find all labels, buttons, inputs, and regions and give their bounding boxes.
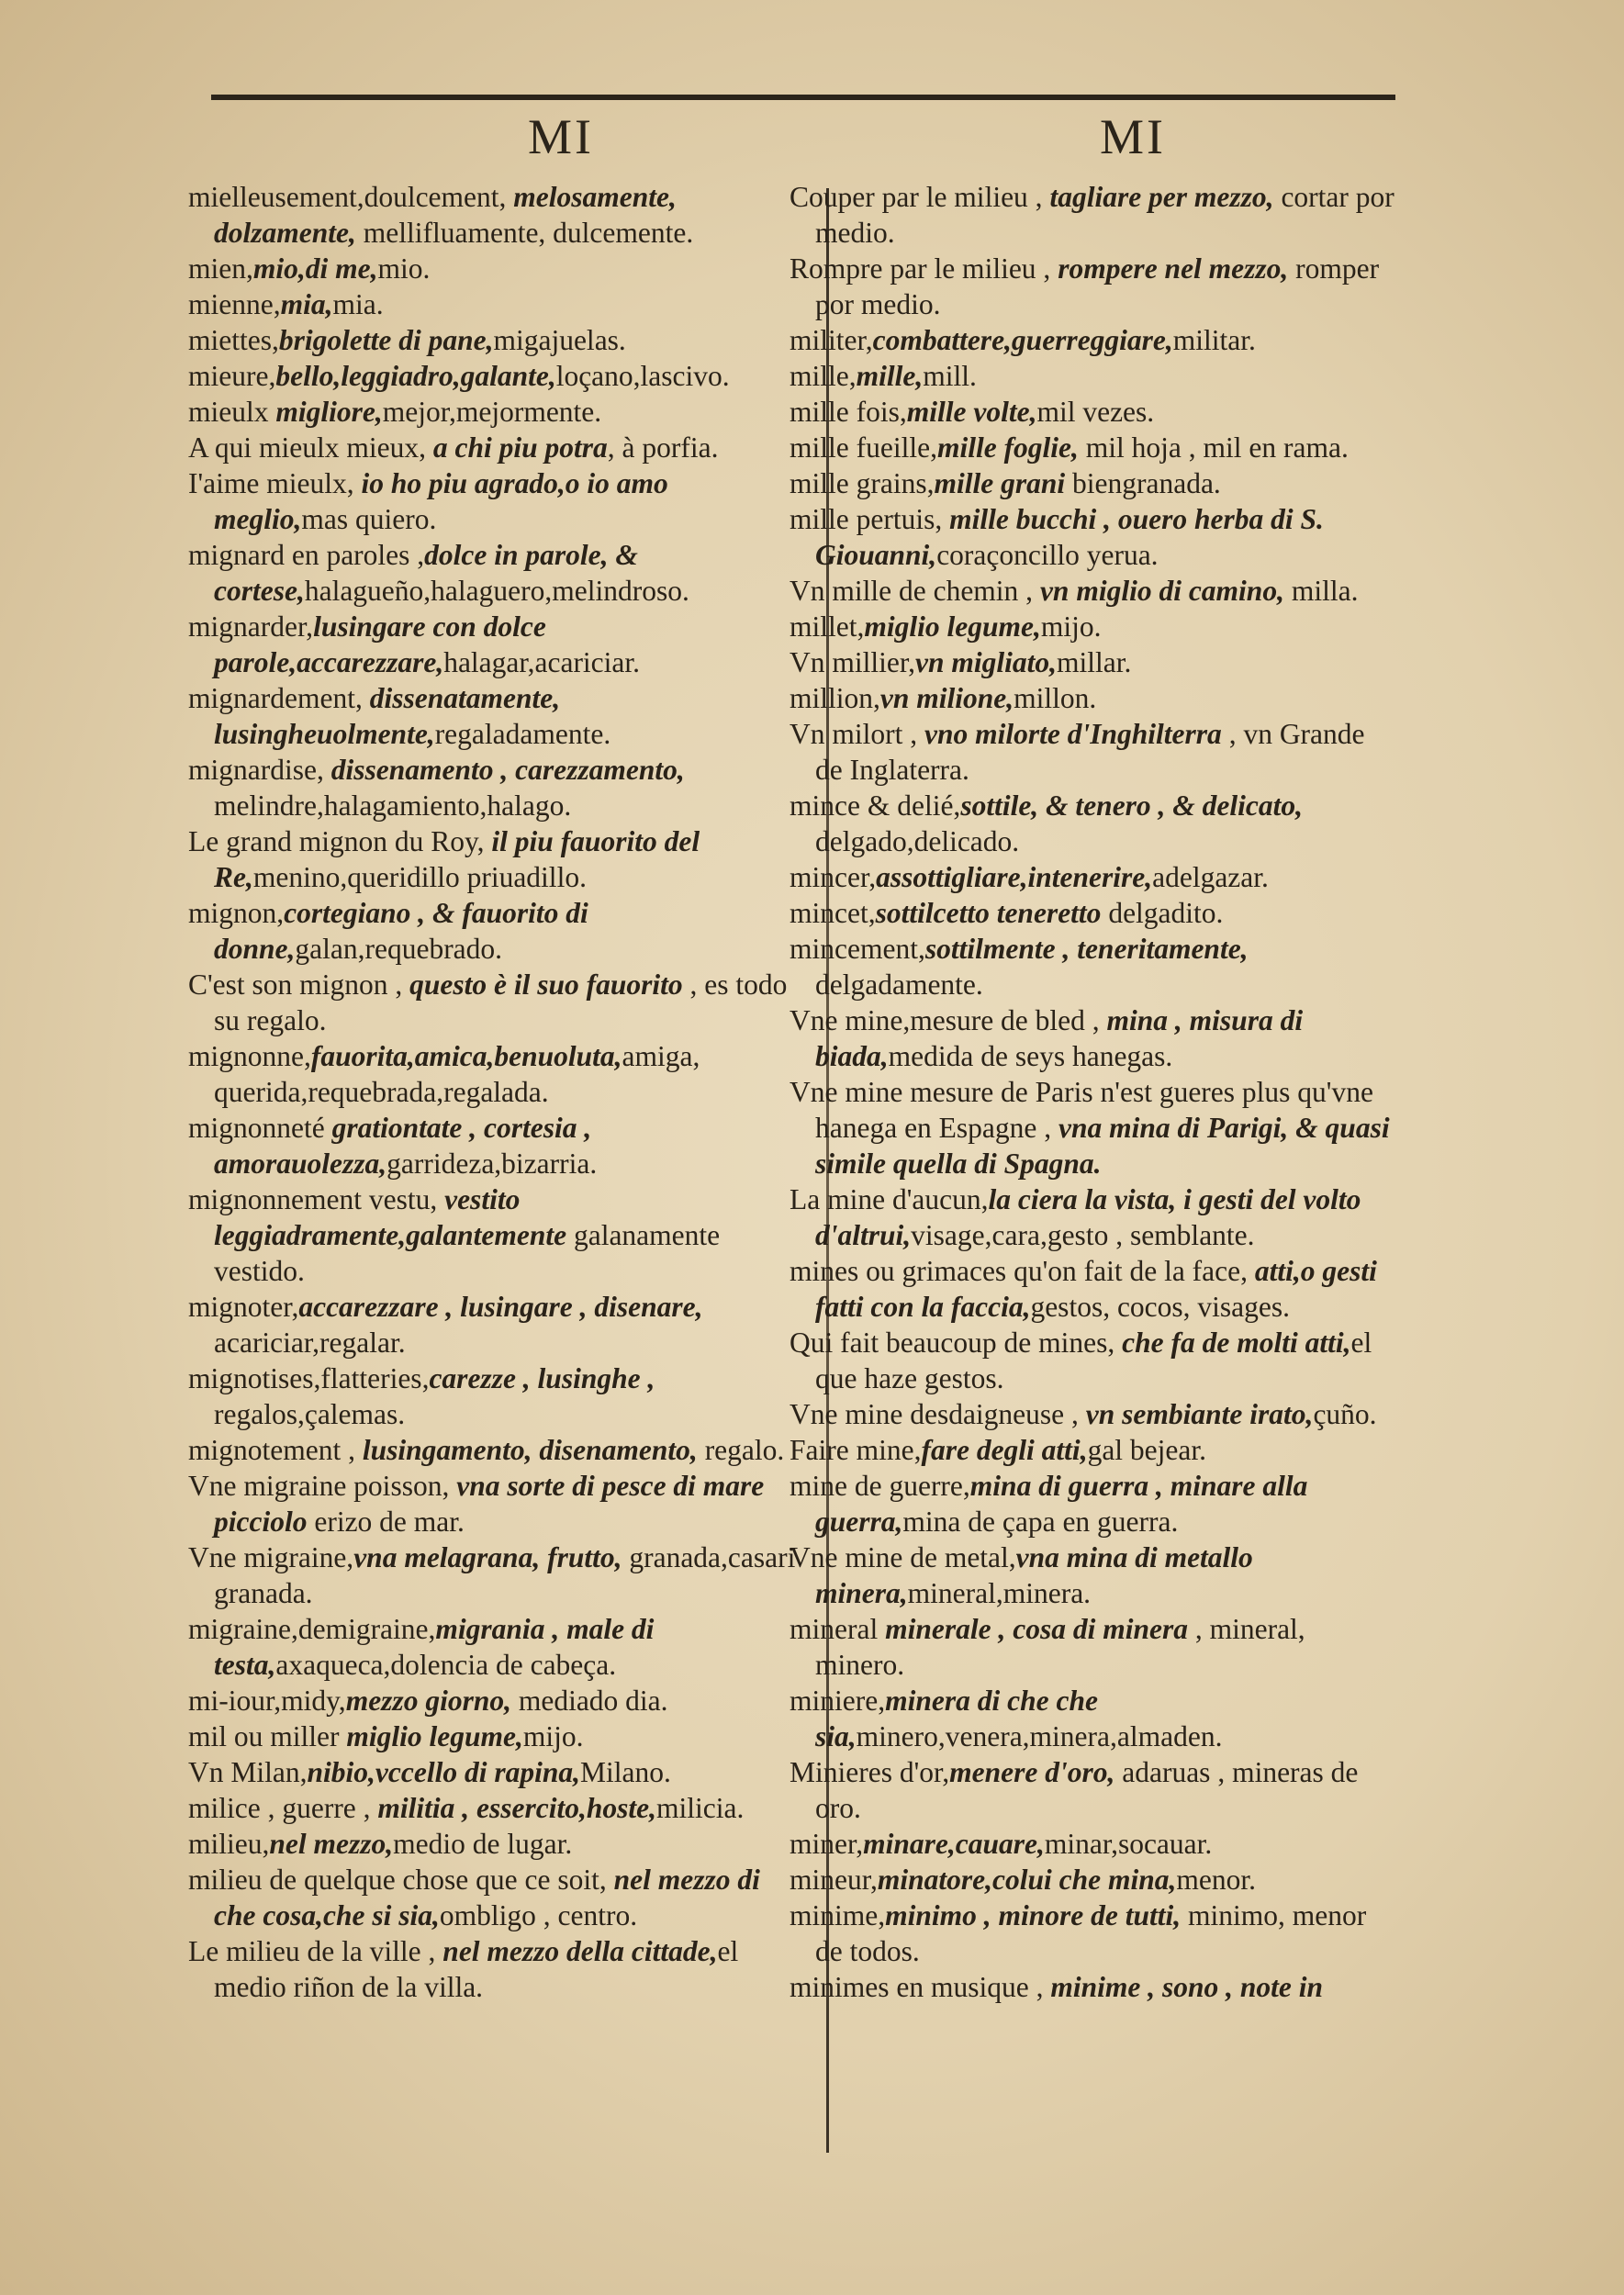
dictionary-entry <box>790 895 1395 931</box>
dictionary-entry <box>790 1074 1395 1181</box>
entry-italian: lusingamento, disenamento, <box>362 1434 698 1466</box>
entry-french: mignotises,flatteries, <box>188 1362 430 1394</box>
entry-italian: miglio legume, <box>346 1720 523 1752</box>
dictionary-entry <box>188 967 803 1038</box>
entry-french: mille, <box>790 360 857 392</box>
entry-italian: minimo , minore de tutti, <box>885 1899 1182 1931</box>
entry-italian: vn sembiante irato, <box>1085 1398 1314 1430</box>
entry-spanish: adaruas , mineras de oro. <box>815 1756 1359 1824</box>
entry-italian: dissenamento , carezzamento, <box>330 754 685 786</box>
entry-spanish: acariciar,regalar. <box>214 1327 406 1359</box>
entry-spanish: minero,venera,minera,almaden. <box>856 1720 1223 1752</box>
entry-french: mille fueille, <box>790 431 937 464</box>
dictionary-entry <box>188 1683 803 1718</box>
entry-spanish: mellifluamente, dulcemente. <box>355 217 694 249</box>
dictionary-entry <box>790 394 1395 430</box>
dictionary-entry <box>790 1898 1395 1969</box>
dictionary-entry <box>790 788 1395 859</box>
entry-spanish: milicia. <box>656 1792 745 1824</box>
entry-spanish: granada,casari granada. <box>214 1541 796 1609</box>
entry-spanish: halagueño,halaguero,melindroso. <box>304 575 689 607</box>
dictionary-entry <box>188 1826 803 1862</box>
entry-spanish: , mineral, minero. <box>815 1613 1305 1681</box>
entry-french: Vne mine de metal, <box>790 1541 1016 1573</box>
entry-french: C'est son mignon , <box>188 968 410 1001</box>
entry-italian: vna melagrana, frutto, <box>353 1541 622 1573</box>
entry-french: mineur, <box>790 1864 878 1896</box>
dictionary-entry <box>188 895 803 967</box>
entry-french: mince & delié, <box>790 789 961 822</box>
entry-french: mignoter, <box>188 1291 299 1323</box>
entry-french: I'aime mieulx, <box>188 467 362 499</box>
entry-italian: mille foglie, <box>936 431 1079 464</box>
entry-spanish: melindre,halagamiento,halago. <box>214 789 572 822</box>
entry-italian: mille bucchi , ouero herba di S. Giouanni, <box>815 503 1324 571</box>
entry-french: mignardise, <box>188 754 331 786</box>
entry-spanish: romper por medio. <box>815 252 1380 320</box>
dictionary-entry <box>188 465 803 537</box>
dictionary-entry <box>188 1110 803 1181</box>
entry-french: mignarder, <box>188 610 314 643</box>
entry-spanish: el medio riñon de la villa. <box>214 1935 739 2003</box>
dictionary-entry <box>188 1289 803 1360</box>
entry-french: milice , guerre , <box>188 1792 378 1824</box>
right-column <box>790 179 1395 2144</box>
dictionary-entry <box>790 1325 1395 1396</box>
entry-italian: dolce in parole, & cortese, <box>214 539 638 607</box>
entry-italian: vn milione, <box>879 682 1014 714</box>
entry-french: mignard en paroles , <box>188 539 425 571</box>
entry-italian: militia , essercito,hoste, <box>377 1792 657 1824</box>
entry-french: Vne mine,mesure de bled , <box>790 1004 1107 1036</box>
entry-french: million, <box>790 682 880 714</box>
dictionary-entry <box>188 394 803 430</box>
entry-italian: brigolette di pane, <box>278 324 494 356</box>
dictionary-entry <box>188 1181 803 1289</box>
entry-spanish: mil vezes. <box>1036 396 1155 428</box>
entry-italian: minerale , cosa di minera <box>885 1613 1188 1645</box>
entry-spanish: Milano. <box>579 1756 671 1788</box>
entry-italian: atti,o gesti fatti con la faccia, <box>815 1255 1377 1323</box>
entry-french: mignardement, <box>188 682 370 714</box>
entry-spanish: mill. <box>923 360 977 392</box>
entry-italian: rompere nel mezzo, <box>1058 252 1289 285</box>
entry-italian: mille volte, <box>906 396 1037 428</box>
dictionary-entry <box>188 537 803 609</box>
entry-spanish: delgadamente. <box>815 968 983 1001</box>
entry-spanish: militar. <box>1172 324 1256 356</box>
dictionary-entry <box>188 1432 803 1468</box>
dictionary-entry <box>188 251 803 286</box>
dictionary-entry <box>790 1862 1395 1898</box>
entry-french: Vn mille de chemin , <box>790 575 1040 607</box>
dictionary-entry <box>790 680 1395 716</box>
entry-french: mignotement , <box>188 1434 363 1466</box>
header-rule <box>211 95 1395 100</box>
entry-italian: vn migliato, <box>914 646 1057 678</box>
entry-french: minimes en musique , <box>790 1971 1051 2003</box>
entry-spanish: mas quiero. <box>301 503 437 535</box>
dictionary-entry <box>188 1718 803 1754</box>
dictionary-entry <box>790 465 1395 501</box>
entry-spanish: regalos,çalemas. <box>214 1398 406 1430</box>
dictionary-entry <box>188 1038 803 1110</box>
dictionary-entry <box>790 609 1395 644</box>
dictionary-entry <box>790 322 1395 358</box>
entry-spanish: cortar por medio. <box>815 181 1394 249</box>
entry-spanish: çuño. <box>1313 1398 1377 1430</box>
entry-french: mien, <box>188 252 253 285</box>
entry-italian: nel mezzo della cittade, <box>442 1935 718 1967</box>
dictionary-entry <box>188 179 803 251</box>
entry-french: miner, <box>790 1828 864 1860</box>
dictionary-entry <box>188 680 803 752</box>
entry-spanish: millon. <box>1014 682 1097 714</box>
dictionary-entry <box>188 1360 803 1432</box>
entry-french: millet, <box>790 610 865 643</box>
entry-french: milieu, <box>188 1828 270 1860</box>
entry-french: Vne migraine poisson, <box>188 1470 457 1502</box>
entry-french: Vn millier, <box>790 646 915 678</box>
entry-french: Vne mine mesure de Paris n'est gueres plus qu'vne hanega en Espagne , <box>790 1076 1373 1144</box>
entry-spanish: mejor,mejormente. <box>382 396 602 428</box>
dictionary-entry <box>790 358 1395 394</box>
dictionary-entry <box>188 1539 803 1611</box>
entry-spanish: milla. <box>1283 575 1359 607</box>
running-head-left: MI <box>528 109 594 164</box>
entry-french: mincer, <box>790 861 877 893</box>
entry-italian: melosamente, dolzamente, <box>214 181 677 249</box>
entry-spanish: erizo de mar. <box>307 1506 465 1538</box>
entry-italian: vna mina di Parigi, & quasi simile quella di Spagna. <box>815 1112 1390 1180</box>
dictionary-entry <box>790 1468 1395 1539</box>
entry-italian: vestito leggiadramente,galantemente <box>214 1183 567 1251</box>
entry-french: mielleusement,doulcement, <box>188 181 514 213</box>
dictionary-entry <box>188 322 803 358</box>
entry-italian: bello,leggiadro,galante, <box>275 360 556 392</box>
entry-spanish: loçano,lascivo. <box>555 360 730 392</box>
entry-french: militer, <box>790 324 873 356</box>
entry-spanish: , à porfia. <box>607 431 719 464</box>
entry-italian: questo è il suo fauorito <box>409 968 683 1001</box>
entry-italian: minare,cauare, <box>863 1828 1045 1860</box>
left-column <box>188 179 803 2144</box>
entry-spanish: amiga, querida,requebrada,regalada. <box>214 1040 700 1108</box>
entry-french: milieu de quelque chose que ce soit, <box>188 1864 614 1896</box>
entry-italian: sottilmente , teneritamente, <box>924 933 1249 965</box>
entry-italian: sottile, & tenero , & delicato, <box>960 789 1304 822</box>
entry-french: miniere, <box>790 1685 886 1717</box>
dictionary-entry <box>790 501 1395 573</box>
entry-spanish: minar,socauar. <box>1044 1828 1213 1860</box>
dictionary-entry <box>188 1790 803 1826</box>
entry-italian: miglio legume, <box>864 610 1041 643</box>
dictionary-entry <box>790 644 1395 680</box>
dictionary-entry <box>790 859 1395 895</box>
entry-spanish: medio de lugar. <box>393 1828 573 1860</box>
entry-french: migraine,demigraine, <box>188 1613 436 1645</box>
entry-italian: nibio,vccello di rapina, <box>307 1756 580 1788</box>
entry-italian: mille, <box>856 360 924 392</box>
entry-spanish: ombligo , centro. <box>439 1899 638 1931</box>
entry-french: mieure, <box>188 360 276 392</box>
entry-italian: mille grani <box>934 467 1066 499</box>
entry-spanish: , es todo su regalo. <box>214 968 788 1036</box>
entry-italian: combattere,guerreggiare, <box>872 324 1173 356</box>
dictionary-entry <box>188 286 803 322</box>
dictionary-entry <box>790 1969 1395 2005</box>
dictionary-entry <box>790 430 1395 465</box>
entry-italian: vna mina di metallo minera, <box>815 1541 1253 1609</box>
entry-italian: minera di che che sia, <box>815 1685 1098 1752</box>
entry-french: mignonnement vestu, <box>188 1183 445 1215</box>
entry-spanish: visage,cara,gesto , semblante. <box>911 1219 1255 1251</box>
entry-french: Vne migraine, <box>188 1541 354 1573</box>
entry-spanish: axaqueca,dolencia de cabeça. <box>275 1649 617 1681</box>
entry-spanish: medida de seys hanegas. <box>888 1040 1173 1072</box>
entry-french: Vne mine desdaigneuse , <box>790 1398 1086 1430</box>
dictionary-entry <box>790 1683 1395 1754</box>
entry-french: mignonne, <box>188 1040 311 1072</box>
entry-french: mignonneté <box>188 1112 332 1144</box>
entry-french: Le milieu de la ville , <box>188 1935 443 1967</box>
entry-french: miettes, <box>188 324 279 356</box>
entry-spanish: millar. <box>1056 646 1132 678</box>
entry-italian: minime , sono , note in <box>1050 1971 1324 2003</box>
entry-french: mille grains, <box>790 467 935 499</box>
entry-italian: fauorita,amica,benuoluta, <box>310 1040 622 1072</box>
entry-spanish: mineral,minera. <box>907 1577 1092 1609</box>
entry-french: A qui mieulx mieux, <box>188 431 433 464</box>
dictionary-entry <box>790 931 1395 1002</box>
dictionary-entry <box>188 1468 803 1539</box>
entry-spanish: halagar,acariciar. <box>443 646 641 678</box>
entry-italian: grationtate , cortesia , amorauolezza, <box>214 1112 592 1180</box>
entry-french: mines ou grimaces qu'on fait de la face, <box>790 1255 1255 1287</box>
entry-french: Couper par le milieu , <box>790 181 1050 213</box>
entry-french: Vn Milan, <box>188 1756 308 1788</box>
dictionary-entry <box>188 358 803 394</box>
entry-spanish: mina de çapa en guerra. <box>902 1506 1179 1538</box>
dictionary-entry <box>790 1826 1395 1862</box>
entry-spanish: delgadito. <box>1101 897 1224 929</box>
entry-french: Le grand mignon du Roy, <box>188 825 492 857</box>
entry-spanish: regaladamente. <box>434 718 611 750</box>
entry-french: mille fois, <box>790 396 907 428</box>
entry-spanish: galan,requebrado. <box>295 933 503 965</box>
dictionary-entry <box>790 1611 1395 1683</box>
dictionary-entry <box>188 430 803 465</box>
entry-italian: mina di guerra , minare alla guerra, <box>815 1470 1308 1538</box>
entry-italian: vno milorte d'Inghilterra <box>924 718 1222 750</box>
entry-spanish: , vn Grande de Inglaterra. <box>815 718 1365 786</box>
entry-french: mieulx <box>188 396 276 428</box>
dictionary-entry <box>790 1002 1395 1074</box>
entry-italian: accarezzare , lusingare , disenare, <box>298 1291 703 1323</box>
entry-french: minime, <box>790 1899 886 1931</box>
entry-italian: migliore, <box>275 396 383 428</box>
dictionary-entry <box>790 716 1395 788</box>
entry-italian: lusingare con dolce parole,accarezzare, <box>214 610 546 678</box>
entry-italian: che fa de molti atti, <box>1122 1327 1351 1359</box>
dictionary-entry <box>188 1862 803 1933</box>
dictionary-entry <box>790 179 1395 251</box>
dictionary-entry <box>790 1253 1395 1325</box>
dictionary-entry <box>790 1181 1395 1253</box>
dictionary-entry <box>188 609 803 680</box>
entry-french: Faire mine, <box>790 1434 922 1466</box>
entry-french: mineral <box>790 1613 886 1645</box>
entry-spanish: gal bejear. <box>1087 1434 1207 1466</box>
entry-spanish: garrideza,bizarria. <box>386 1148 598 1180</box>
entry-spanish: mio. <box>377 252 431 285</box>
entry-italian: fare degli atti, <box>921 1434 1088 1466</box>
entry-spanish: el que haze gestos. <box>815 1327 1372 1394</box>
entry-french: mincement, <box>790 933 925 965</box>
entry-spanish: mia. <box>332 288 384 320</box>
entry-french: mi-iour,midy, <box>188 1685 346 1717</box>
entry-spanish: menor. <box>1176 1864 1256 1896</box>
entry-french: Vn milort , <box>790 718 924 750</box>
entry-spanish: mediado dia. <box>510 1685 668 1717</box>
entry-spanish: galanamente vestido. <box>214 1219 721 1287</box>
entry-spanish: mijo. <box>1040 610 1102 643</box>
dictionary-entry <box>188 823 803 895</box>
entry-italian: mina , misura di biada, <box>815 1004 1304 1072</box>
entry-italian: la ciera la vista, i gesti del volto d'altrui, <box>815 1183 1361 1251</box>
entry-italian: menere d'oro, <box>949 1756 1115 1788</box>
entry-italian: mia, <box>280 288 333 320</box>
entry-french: mincet, <box>790 897 876 929</box>
entry-italian: nel mezzo, <box>269 1828 394 1860</box>
entry-french: Minieres d'or, <box>790 1756 950 1788</box>
entry-italian: mio,di me, <box>252 252 378 285</box>
entry-spanish: mijo. <box>522 1720 584 1752</box>
entry-french: mil ou miller <box>188 1720 347 1752</box>
entry-italian: vn miglio di camino, <box>1039 575 1284 607</box>
entry-spanish: regalo. <box>697 1434 785 1466</box>
dictionary-entry <box>188 1933 803 2005</box>
entry-italian: carezze , lusinghe , <box>429 1362 655 1394</box>
entry-french: mille pertuis, <box>790 503 950 535</box>
entry-french: Rompre par le milieu , <box>790 252 1058 285</box>
dictionary-entry <box>188 752 803 823</box>
entry-spanish: menino,queridillo priuadillo. <box>252 861 587 893</box>
dictionary-entry <box>188 1754 803 1790</box>
entry-italian: cortegiano , & fauorito di donne, <box>214 897 588 965</box>
entry-italian: il piu fauorito del Re, <box>214 825 700 893</box>
entry-italian: assottigliare,intenerire, <box>876 861 1153 893</box>
entry-spanish: biengranada. <box>1065 467 1221 499</box>
entry-italian: minatore,colui che mina, <box>877 1864 1177 1896</box>
entry-spanish: migajuelas. <box>493 324 626 356</box>
entry-spanish: delgado,delicado. <box>815 825 1020 857</box>
dictionary-entry <box>790 251 1395 322</box>
entry-italian: tagliare per mezzo, <box>1049 181 1274 213</box>
running-head-right: MI <box>1100 109 1166 164</box>
entry-italian: mezzo giorno, <box>345 1685 511 1717</box>
dictionary-entry <box>790 1432 1395 1468</box>
entry-french: Qui fait beaucoup de mines, <box>790 1327 1123 1359</box>
entry-italian: nel mezzo di che cosa,che si sia, <box>214 1864 760 1931</box>
dictionary-entry <box>790 573 1395 609</box>
entry-spanish: gestos, cocos, visages. <box>1030 1291 1291 1323</box>
entry-italian: sottilcetto teneretto <box>875 897 1102 929</box>
entry-italian: a chi piu potra <box>432 431 608 464</box>
entry-spanish: minimo, menor de todos. <box>815 1899 1367 1967</box>
entry-italian: io ho piu agrado,o io amo meglio, <box>214 467 668 535</box>
entry-french: La mine d'aucun, <box>790 1183 989 1215</box>
entry-italian: vna sorte di pesce di mare picciolo <box>214 1470 765 1538</box>
dictionary-entry <box>790 1539 1395 1611</box>
entry-french: mienne, <box>188 288 281 320</box>
dictionary-entry <box>790 1754 1395 1826</box>
dictionary-entry <box>790 1396 1395 1432</box>
entry-french: mine de guerre, <box>790 1470 970 1502</box>
entry-spanish: mil hoja , mil en rama. <box>1078 431 1349 464</box>
entry-french: mignon, <box>188 897 285 929</box>
entry-spanish: coraçoncillo yerua. <box>936 539 1159 571</box>
entry-spanish: adelgazar. <box>1152 861 1269 893</box>
dictionary-entry <box>188 1611 803 1683</box>
entry-italian: dissenatamente, lusingheuolmente, <box>214 682 561 750</box>
entry-italian: migrania , male di testa, <box>214 1613 655 1681</box>
